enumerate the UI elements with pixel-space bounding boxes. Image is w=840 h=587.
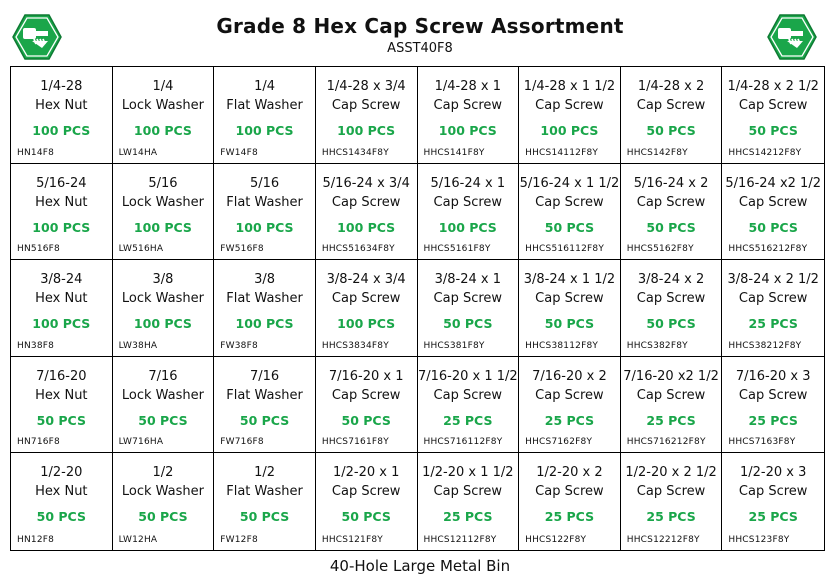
item-quantity: 50 PCS (341, 412, 391, 428)
item-code: FW14F8 (220, 147, 258, 158)
item-code: HHCS382F8Y (626, 340, 688, 351)
item-name (316, 174, 417, 212)
item-size: 1/4 (254, 79, 276, 94)
item-quantity: 25 PCS (443, 412, 493, 428)
item-code: HN716F8 (17, 437, 60, 448)
item-type: Flat Washer (226, 98, 303, 113)
item-name (11, 77, 112, 115)
item-code: HHCS381F8Y (423, 340, 485, 351)
bin-cell (214, 164, 316, 261)
item-type: Cap Screw (433, 194, 503, 210)
item-quantity: 100 PCS (235, 123, 294, 138)
item-quantity: 100 PCS (438, 123, 497, 138)
item-size: 5/16-24 x 2 (633, 175, 709, 191)
bin-cell (621, 67, 723, 164)
item-size: 1/4-28 x 1 (434, 79, 501, 94)
item-quantity: 50 PCS (646, 316, 696, 332)
assortment-grid (10, 66, 825, 551)
page-title: Grade 8 Hex Cap Screw Assortment (216, 14, 624, 38)
item-code: HHCS122F8Y (525, 534, 587, 545)
item-code: HHCS516112F8Y (525, 244, 605, 255)
item-type: Hex Nut (35, 484, 88, 500)
item-name (11, 174, 112, 212)
item-quantity: 50 PCS (239, 509, 290, 525)
item-quantity: 50 PCS (443, 316, 493, 332)
item-name (113, 270, 214, 308)
item-quantity: 25 PCS (443, 509, 493, 525)
item-size: 1/2-20 (40, 465, 83, 481)
item-type: Lock Washer (121, 98, 204, 113)
item-quantity: 50 PCS (36, 509, 86, 525)
item-size: 1/4 (152, 79, 174, 94)
item-code: HHCS716112F8Y (423, 437, 503, 448)
item-type: Cap Screw (738, 98, 808, 113)
item-type: Hex Nut (35, 387, 88, 403)
item-code: HHCS121F8Y (321, 534, 383, 545)
item-code: HHCS38112F8Y (525, 340, 599, 351)
item-name (214, 367, 315, 405)
item-type: Cap Screw (636, 291, 706, 307)
bin-cell (418, 67, 520, 164)
item-name (621, 270, 722, 308)
item-name (722, 463, 824, 501)
item-type: Flat Washer (226, 194, 303, 210)
bin-cell (11, 453, 113, 550)
item-name (519, 174, 620, 212)
item-quantity: 100 PCS (337, 219, 396, 235)
item-size: 1/2 (254, 465, 276, 481)
item-code: HHCS141F8Y (423, 147, 485, 158)
item-size: 3/8 (254, 272, 276, 288)
item-size: 1/2 (152, 465, 174, 481)
item-size: 7/16-20 x 1 1/2 (417, 368, 518, 384)
item-name (519, 77, 620, 115)
item-code: HHCS38212F8Y (728, 340, 802, 351)
item-name (621, 77, 722, 115)
bin-cell (214, 67, 316, 164)
item-type: Flat Washer (226, 291, 303, 307)
item-size: 1/4-28 x 2 (637, 79, 705, 94)
item-code: HN14F8 (17, 147, 55, 158)
item-code: HHCS12212F8Y (626, 534, 700, 545)
item-type: Hex Nut (35, 194, 88, 210)
item-size: 3/8-24 (40, 272, 83, 288)
item-size: 1/4-28 x 3/4 (326, 79, 406, 94)
item-size: 1/2-20 x 3 (739, 465, 807, 481)
item-name (722, 270, 824, 308)
item-code: HHCS7162F8Y (525, 437, 593, 448)
bin-cell (519, 67, 621, 164)
item-name (316, 270, 417, 308)
item-quantity: 50 PCS (138, 412, 188, 428)
item-size: 1/2-20 x 2 1/2 (625, 465, 717, 481)
item-type: Cap Screw (738, 387, 808, 403)
item-code: HN12F8 (17, 534, 55, 545)
item-quantity: 100 PCS (133, 123, 192, 138)
bin-cell (621, 453, 723, 550)
item-quantity: 100 PCS (540, 123, 599, 138)
item-size: 7/16 (249, 368, 280, 384)
item-type: Cap Screw (636, 194, 706, 210)
item-size: 1/2-20 x 1 1/2 (422, 465, 514, 481)
item-quantity: 25 PCS (646, 509, 696, 525)
bin-cell (722, 260, 824, 357)
item-type: Lock Washer (121, 387, 204, 403)
item-code: LW38HA (118, 340, 158, 351)
item-name (113, 77, 214, 115)
item-quantity: 50 PCS (544, 219, 595, 235)
item-size: 1/2-20 x 2 (536, 465, 603, 481)
bin-cell (316, 357, 418, 454)
item-size: 1/2-20 x 1 (332, 465, 400, 481)
item-type: Cap Screw (535, 484, 604, 500)
item-code: FW516F8 (220, 244, 264, 255)
item-code: HHCS12112F8Y (423, 534, 497, 545)
item-size: 7/16-20 x 2 (532, 368, 607, 384)
bin-cell (316, 453, 418, 550)
item-quantity: 50 PCS (239, 412, 290, 428)
item-type: Hex Nut (35, 98, 88, 113)
bin-cell (722, 453, 824, 550)
item-size: 1/4-28 (40, 79, 83, 94)
item-size: 7/16-20 x2 1/2 (623, 368, 719, 384)
footer-label: 40-Hole Large Metal Bin (329, 557, 511, 575)
item-type: Cap Screw (433, 387, 503, 403)
item-type: Cap Screw (636, 98, 706, 113)
item-code: HHCS7163F8Y (728, 437, 796, 448)
item-quantity: 50 PCS (341, 509, 391, 525)
bin-cell (316, 164, 418, 261)
item-type: Cap Screw (433, 484, 503, 500)
item-quantity: 50 PCS (748, 219, 798, 235)
bin-cell (519, 357, 621, 454)
bin-cell (113, 357, 215, 454)
item-type: Cap Screw (738, 194, 808, 210)
item-type: Flat Washer (226, 484, 303, 500)
bin-cell (11, 357, 113, 454)
item-quantity: 50 PCS (646, 219, 696, 235)
green-hex-screw-icon (767, 14, 817, 60)
bin-cell (621, 357, 723, 454)
item-quantity: 100 PCS (32, 123, 91, 138)
item-type: Cap Screw (433, 291, 503, 307)
item-size: 5/16-24 x 3/4 (322, 175, 410, 191)
item-size: 5/16 (148, 175, 178, 191)
item-size: 7/16-20 x 1 (328, 368, 404, 384)
item-type: Lock Washer (121, 291, 204, 307)
bin-cell (113, 67, 215, 164)
item-code: HHCS1434F8Y (321, 147, 389, 158)
item-code: HHCS7161F8Y (321, 437, 389, 448)
item-name (113, 174, 214, 212)
bin-cell (621, 164, 723, 261)
item-size: 3/8-24 x 2 (637, 272, 705, 288)
item-name (722, 367, 824, 405)
item-code: HHCS142F8Y (626, 147, 688, 158)
item-quantity: 100 PCS (235, 316, 294, 332)
item-size: 5/16-24 x 1 (430, 175, 506, 191)
item-name (316, 367, 417, 405)
item-type: Cap Screw (331, 387, 401, 403)
item-type: Cap Screw (738, 291, 808, 307)
item-code: FW38F8 (220, 340, 258, 351)
item-type: Cap Screw (636, 484, 706, 500)
bin-cell (113, 164, 215, 261)
item-type: Cap Screw (331, 194, 401, 210)
item-code: FW12F8 (220, 534, 258, 545)
item-size: 3/8 (152, 272, 174, 288)
item-code: HHCS516212F8Y (728, 244, 808, 255)
bin-cell (11, 164, 113, 261)
item-code: HHCS716212F8Y (626, 437, 706, 448)
item-name (621, 367, 722, 405)
item-code: LW14HA (118, 147, 158, 158)
item-quantity: 100 PCS (133, 219, 192, 235)
item-quantity: 100 PCS (32, 316, 91, 332)
item-quantity: 100 PCS (337, 316, 396, 332)
item-code: HHCS14212F8Y (728, 147, 802, 158)
item-type: Cap Screw (535, 387, 604, 403)
bin-cell (113, 260, 215, 357)
item-size: 7/16 (148, 368, 178, 384)
item-code: HN516F8 (17, 244, 60, 255)
item-code: LW12HA (118, 534, 158, 545)
item-type: Cap Screw (535, 291, 604, 307)
item-type: Cap Screw (535, 194, 604, 210)
item-type: Cap Screw (738, 484, 808, 500)
item-code: HN38F8 (17, 340, 55, 351)
item-type: Cap Screw (433, 98, 503, 113)
item-name (418, 270, 519, 308)
bin-cell (214, 357, 316, 454)
item-code: FW716F8 (220, 437, 264, 448)
item-name (621, 463, 722, 501)
item-code: HHCS5161F8Y (423, 244, 491, 255)
item-quantity: 50 PCS (544, 316, 595, 332)
item-name (214, 463, 315, 501)
item-size: 3/8-24 x 2 1/2 (727, 272, 819, 288)
item-name (11, 367, 112, 405)
bin-cell (316, 260, 418, 357)
item-type: Cap Screw (331, 291, 401, 307)
item-type: Hex Nut (35, 291, 88, 307)
bin-cell (621, 260, 723, 357)
bin-cell (11, 260, 113, 357)
item-type: Cap Screw (535, 98, 604, 113)
item-quantity: 50 PCS (36, 412, 86, 428)
item-code: HHCS51634F8Y (321, 244, 395, 255)
item-code: LW716HA (118, 437, 164, 448)
item-size: 5/16-24 x2 1/2 (725, 175, 821, 191)
bin-cell (519, 164, 621, 261)
bin-cell (418, 164, 520, 261)
item-type: Cap Screw (331, 484, 401, 500)
bin-cell (519, 260, 621, 357)
item-name (621, 174, 722, 212)
item-quantity: 25 PCS (544, 509, 595, 525)
bin-cell (214, 453, 316, 550)
item-name (214, 77, 315, 115)
item-quantity: 25 PCS (646, 412, 696, 428)
item-name (11, 463, 112, 501)
item-type: Lock Washer (121, 194, 204, 210)
item-code: HHCS123F8Y (728, 534, 790, 545)
item-name (316, 463, 417, 501)
bin-cell (418, 357, 520, 454)
bin-cell (722, 164, 824, 261)
item-code: HHCS3834F8Y (321, 340, 389, 351)
item-size: 3/8-24 x 1 1/2 (523, 272, 616, 288)
item-type: Cap Screw (331, 98, 401, 113)
item-name (519, 367, 620, 405)
bin-cell (722, 357, 824, 454)
item-size: 1/4-28 x 2 1/2 (727, 79, 819, 94)
item-code: LW516HA (118, 244, 164, 255)
item-quantity: 100 PCS (32, 219, 91, 235)
item-size: 5/16-24 x 1 1/2 (519, 175, 620, 191)
item-name (418, 367, 519, 405)
item-name (11, 270, 112, 308)
item-name (113, 367, 214, 405)
item-quantity: 25 PCS (748, 316, 798, 332)
item-name (214, 174, 315, 212)
item-quantity: 100 PCS (438, 219, 497, 235)
item-quantity: 50 PCS (138, 509, 188, 525)
item-name (316, 77, 417, 115)
item-code: HHCS14112F8Y (525, 147, 599, 158)
bin-cell (11, 67, 113, 164)
item-name (214, 270, 315, 308)
item-size: 5/16 (249, 175, 280, 191)
item-name (519, 463, 620, 501)
bin-cell (214, 260, 316, 357)
item-name (722, 77, 824, 115)
page-subtitle: ASST40F8 (387, 41, 453, 56)
item-quantity: 25 PCS (544, 412, 595, 428)
item-quantity: 50 PCS (748, 123, 798, 138)
item-size: 1/4-28 x 1 1/2 (523, 79, 616, 94)
item-quantity: 100 PCS (235, 219, 294, 235)
bin-cell (316, 67, 418, 164)
item-name (519, 270, 620, 308)
item-size: 7/16-20 x 3 (735, 368, 811, 384)
item-name (418, 77, 519, 115)
header (0, 0, 840, 66)
item-size: 7/16-20 (36, 368, 87, 384)
item-quantity: 25 PCS (748, 509, 798, 525)
bin-cell (418, 453, 520, 550)
bin-cell (722, 67, 824, 164)
bin-cell (113, 453, 215, 550)
item-type: Flat Washer (226, 387, 303, 403)
bin-cell (519, 453, 621, 550)
bin-cell (418, 260, 520, 357)
item-quantity: 100 PCS (337, 123, 396, 138)
item-size: 3/8-24 x 1 (434, 272, 501, 288)
item-code: HHCS5162F8Y (626, 244, 694, 255)
item-name (418, 174, 519, 212)
item-type: Cap Screw (636, 387, 706, 403)
item-name (722, 174, 824, 212)
item-name (113, 463, 214, 501)
item-size: 5/16-24 (36, 175, 87, 191)
item-type: Lock Washer (121, 484, 204, 500)
item-name (418, 463, 519, 501)
item-quantity: 25 PCS (748, 412, 798, 428)
item-size: 3/8-24 x 3/4 (326, 272, 406, 288)
item-quantity: 100 PCS (133, 316, 192, 332)
item-quantity: 50 PCS (646, 123, 696, 138)
